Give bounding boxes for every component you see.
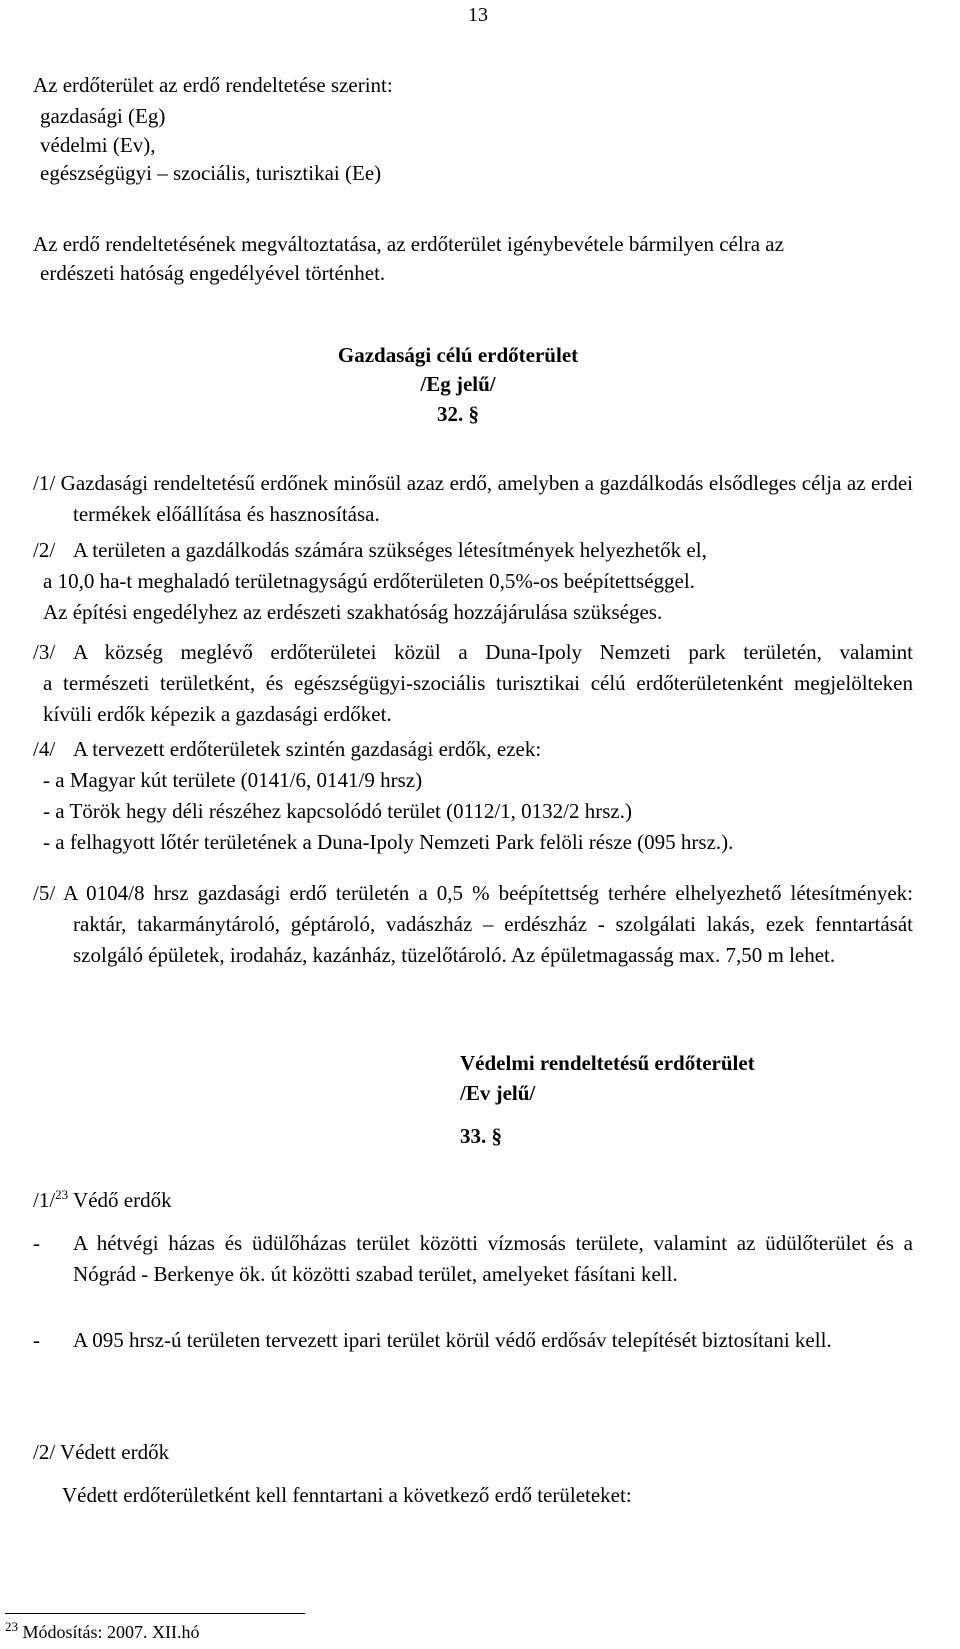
section32-para5 [33,878,913,971]
section33-bullet1-text: A hétvégi házas és üdülőházas terület közötti vízmosás területe, valamint az üdülőterület és a Nógrád - Berkenye ök. út közötti szabad terület, amelyeket fásítani kell. [73,1231,913,1286]
intro-note-line2: erdészeti hatóság engedélyével történhet. [40,261,386,285]
section32-para2-label: /2/ [33,538,56,562]
intro-note-line1: Az erdő rendeltetésének megváltoztatása, az erdőterület igénybevétele bármilyen célra az [33,232,784,256]
section32-para4-item: - a Török hegy déli részéhez kapcsolódó terület (0112/1, 0132/2 hrsz.) [43,799,632,823]
intro-heading: Az erdőterület az erdő rendeltetése szerint: [33,73,393,97]
section32-para2 [33,535,913,628]
intro-item-ev: védelmi (Ev), [40,133,156,157]
section32-para4-first: A tervezett erdőterületek szintén gazdasági erdők, ezek: [73,737,542,761]
section33-bullet [33,1228,913,1290]
section32-title: Gazdasági célú erdőterület [337,343,579,367]
section32-subtitle: /Eg jelű/ [420,372,496,396]
section32-para5-text: /5/ A 0104/8 hrsz gazdasági erdő területén a 0,5 % beépítettség terhére elhelyezhető létesítmények: raktár, takarmánytároló, géptároló, vadászház – erdészház - szolgálati lakás, ezek fenntartását szolgáló épületek, irodaház, kazánház, tüzelőtároló. Az épületmagasság max. 7,50 m lehet. [33,881,913,967]
section33-sub1-label: /1/ [33,1188,56,1212]
section33-sub1-heading [33,1185,913,1216]
section32-para4-label: /4/ [33,737,56,761]
footnote [5,1617,200,1648]
section32-para1-text: /1/ Gazdasági rendeltetésű erdőnek minősül azaz erdő, amelyben a gazdálkodás elsődleges célja az erdei termékek előállítása és hasznosítása. [33,471,913,526]
footnote-separator [5,1613,305,1614]
section32-para4 [33,734,913,858]
footnote-ref: 23 [55,1187,69,1202]
section32-para3-rest: a természeti területként, és egészségügyi-szociális turisztikai célú erdőterületenként megjelölteken kívüli erdők képezik a gazdasági erdőket. [43,671,913,726]
footnote-number: 23 [5,1619,18,1634]
section33-bullet [33,1325,913,1356]
intro-item-eg: gazdasági (Eg) [40,104,166,128]
footnote-text: Módosítás: 2007. XII.hó [18,1622,200,1642]
section32-number: 32. § [437,402,479,426]
section33-bullet2-text: A 095 hrsz-ú területen tervezett ipari terület körül védő erdősáv telepítését biztosítani kell. [73,1328,832,1352]
section32-para3 [33,637,913,730]
bullet-dash: - [33,1231,40,1255]
page-number: 13 [468,4,488,26]
section32-para1 [33,468,913,530]
section32-para2-line3: Az építési engedélyhez az erdészeti szakhatóság hozzájárulása szükséges. [43,600,663,624]
section33-sub2-heading: /2/ Védett erdők [33,1440,170,1464]
bullet-dash: - [33,1328,40,1352]
section32-para2-line1: A területen a gazdálkodás számára szükséges létesítmények helyezhetők el, [73,538,707,562]
section33-sub1-title: Védő erdők [68,1188,172,1212]
section32-para2-line2: a 10,0 ha-t meghaladó területnagyságú erdőterületen 0,5%-os beépítettséggel. [43,569,695,593]
section33-sub2-text: Védett erdőterületként kell fenntartani a következő erdő területeket: [62,1483,632,1507]
section32-para3-label: /3/ [33,640,56,664]
section32-para4-item: - a Magyar kút területe (0141/6, 0141/9 hrsz) [43,768,423,792]
section32-para4-item: - a felhagyott lőtér területének a Duna-Ipoly Nemzeti Park felöli része (095 hrsz.). [43,830,734,854]
section32-para3-first: A község meglévő erdőterületei közül a Duna-Ipoly Nemzeti park területén, valamint [73,640,913,664]
intro-item-ee: egészségügyi – szociális, turisztikai (Ee) [40,161,382,185]
